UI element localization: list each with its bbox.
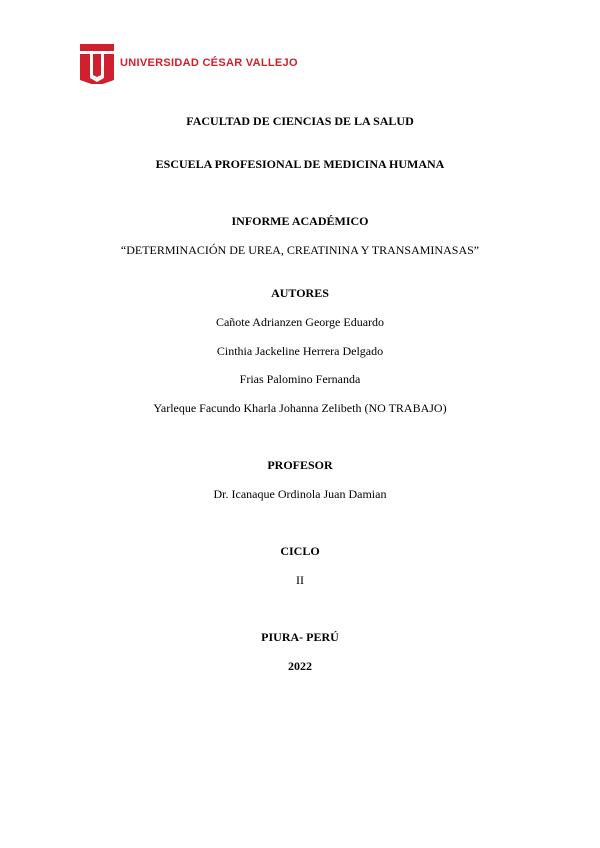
- year: 2022: [288, 659, 312, 673]
- report-heading: INFORME ACADÉMICO: [231, 214, 369, 228]
- university-logo: [80, 42, 298, 86]
- author-name: Frias Palomino Fernanda: [239, 372, 361, 386]
- cycle-heading: CICLO: [280, 544, 320, 558]
- professor-name: Dr. Icanaque Ordinola Juan Damian: [213, 487, 387, 501]
- professor-heading: PROFESOR: [267, 458, 333, 472]
- author-name: Yarleque Facundo Kharla Johanna Zelibeth (NO TRABAJO): [153, 401, 447, 415]
- author-name: Cañote Adrianzen George Eduardo: [215, 315, 385, 329]
- faculty-name: FACULTAD DE CIENCIAS DE LA SALUD: [186, 114, 414, 128]
- authors-heading: AUTORES: [271, 286, 329, 300]
- author-name: Cinthia Jackeline Herrera Delgado: [216, 344, 384, 358]
- cycle-value: II: [296, 573, 304, 587]
- ucv-shield-icon: [80, 42, 114, 84]
- report-title: “DETERMINACIÓN DE UREA, CREATININA Y TRANSAMINASAS”: [120, 243, 480, 257]
- place: PIURA- PERÚ: [261, 630, 339, 644]
- logo-text: UNIVERSIDAD CÉSAR VALLEJO: [120, 57, 298, 69]
- school-name: ESCUELA PROFESIONAL DE MEDICINA HUMANA: [155, 157, 445, 171]
